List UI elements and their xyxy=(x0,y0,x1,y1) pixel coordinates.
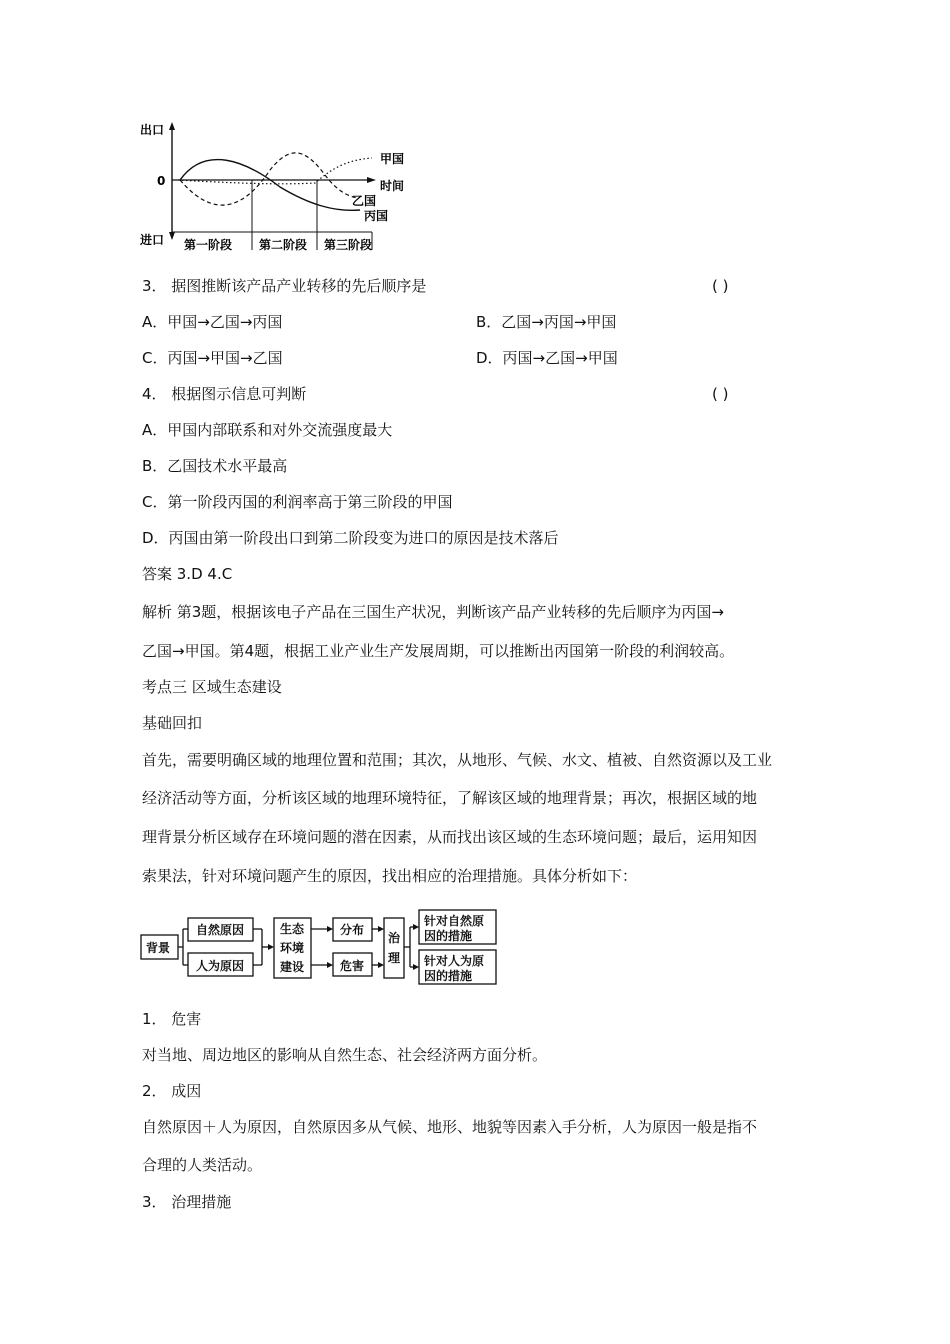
q3-option-c: C．丙国→甲国→乙国 xyxy=(142,349,283,367)
label-natural-cause: 自然原因 xyxy=(196,923,245,937)
y-axis-arrow-up xyxy=(169,122,175,130)
item-1-text: 对当地、周边地区的影响从自然生态、社会经济两方面分析。 xyxy=(142,1046,548,1064)
item-3-heading: 3． 治理措施 xyxy=(142,1193,232,1211)
label-human-measure-1: 针对人为原 xyxy=(424,954,485,968)
q4-stem: 4． 根据图示信息可判断 xyxy=(142,385,307,403)
series-bing-line xyxy=(180,160,360,211)
arrow-6 xyxy=(413,924,419,930)
stage-label-2: 第二阶段 xyxy=(259,238,308,252)
q3-stem: 3． 据图推断该产品产业转移的先后顺序是 xyxy=(142,277,427,295)
x-axis-label: 时间 xyxy=(380,179,405,193)
label-eco-1: 生态 xyxy=(280,922,305,936)
q4-option-a: A．甲国内部联系和对外交流强度最大 xyxy=(142,421,393,439)
stage-label-3: 第三阶段 xyxy=(324,238,373,252)
label-natural-measure-2: 因的措施 xyxy=(424,929,473,943)
flow-diagram xyxy=(0,908,950,1008)
q3-answer-bracket: ( ) xyxy=(712,277,729,295)
q3-option-d: D．丙国→乙国→甲国 xyxy=(476,349,618,367)
label-eco-2: 环境 xyxy=(280,941,305,955)
arrow-1 xyxy=(268,944,274,950)
section-title: 考点三 区域生态建设 xyxy=(142,678,282,696)
q3-option-a: A．甲国→乙国→丙国 xyxy=(142,313,283,331)
intro-line-1: 首先，需要明确区域的地理位置和范围；其次，从地形、气候、水文、植被、自然资源以及工业 xyxy=(142,751,773,769)
series-jia-label: 甲国 xyxy=(380,152,405,166)
arrow-7 xyxy=(413,964,419,970)
y-bottom-label: 进口 xyxy=(140,233,165,247)
label-distribution: 分布 xyxy=(340,923,365,937)
arrow-4 xyxy=(378,926,384,932)
label-harm: 危害 xyxy=(340,959,365,973)
q4-option-b: B．乙国技术水平最高 xyxy=(142,457,288,475)
series-yi-label: 乙国 xyxy=(352,194,377,208)
item-2-text-2: 合理的人类活动。 xyxy=(142,1156,263,1174)
analysis-line-2: 乙国→甲国。第4题，根据工业产业生产发展周期，可以推断出丙国第一阶段的利润较高。 xyxy=(142,642,735,660)
label-eco-3: 建设 xyxy=(280,960,305,974)
label-human-cause: 人为原因 xyxy=(196,959,245,973)
y-top-label: 出口 xyxy=(140,123,165,137)
box-governance xyxy=(384,918,404,978)
analysis-line-1: 解析 第3题，根据该电子产品在三国生产状况，判断该产品产业转移的先后顺序为丙国→ xyxy=(142,603,724,621)
arrow-3 xyxy=(327,962,333,968)
label-govern-1: 治 xyxy=(388,931,401,945)
label-human-measure-2: 因的措施 xyxy=(424,969,473,983)
q3-option-b: B．乙国→丙国→甲国 xyxy=(476,313,617,331)
label-natural-measure-1: 针对自然原 xyxy=(424,914,485,928)
item-1-heading: 1． 危害 xyxy=(142,1010,202,1028)
intro-line-2: 经济活动等方面，分析该区域的地理环境特征，了解该区域的地理背景；再次，根据区域的地 xyxy=(142,789,758,807)
q4-answer-bracket: ( ) xyxy=(712,385,729,403)
y-axis-arrow-down xyxy=(169,232,175,240)
x-axis-arrow xyxy=(367,177,376,183)
item-2-text-1: 自然原因＋人为原因，自然原因多从气候、地形、地貌等因素入手分析，人为原因一般是指不 xyxy=(142,1118,758,1136)
arrow-5 xyxy=(378,962,384,968)
label-background: 背景 xyxy=(146,941,171,955)
arrow-2 xyxy=(327,926,333,932)
intro-line-4: 索果法，针对环境问题产生的原因，找出相应的治理措施。具体分析如下： xyxy=(142,867,638,885)
zero-label: 0 xyxy=(157,174,166,188)
label-govern-2: 理 xyxy=(388,951,401,965)
intro-line-3: 理背景分析区域存在环境问题的潜在因素，从而找出该区域的生态环境问题；最后，运用知因 xyxy=(142,828,758,846)
item-2-heading: 2． 成因 xyxy=(142,1082,202,1100)
series-bing-label: 丙国 xyxy=(364,209,389,223)
trade-chart xyxy=(0,0,950,270)
answer-line: 答案 3.D 4.C xyxy=(142,565,233,583)
q4-option-c: C．第一阶段丙国的利润率高于第三阶段的甲国 xyxy=(142,493,453,511)
subsection-title: 基础回扣 xyxy=(142,714,203,732)
q4-option-d: D．丙国由第一阶段出口到第二阶段变为进口的原因是技术落后 xyxy=(142,529,559,547)
stage-label-1: 第一阶段 xyxy=(184,238,233,252)
